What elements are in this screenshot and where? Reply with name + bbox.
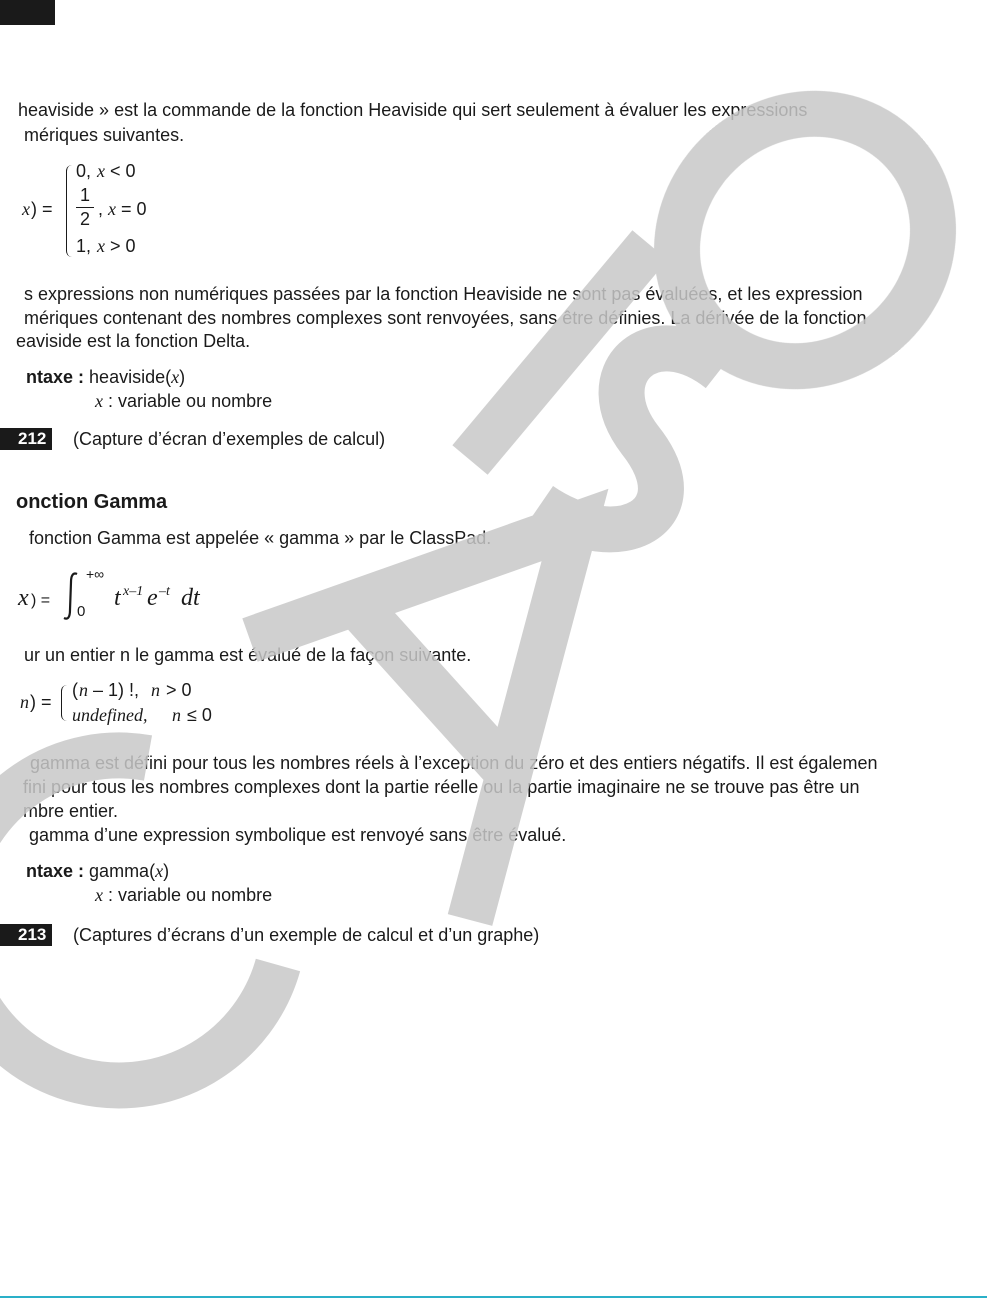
piecewise-case1-rest: – 1) !, <box>93 680 140 700</box>
syntax-var: x <box>171 367 180 387</box>
watermark-letter-s <box>540 348 720 529</box>
footer-rule <box>0 1296 987 1298</box>
syntax-var: x <box>155 861 164 881</box>
gamma-desc-line-1: gamma est défini pour tous les nombres réels à l’exception du zéro et des entiers négatifs. Il est égalemen <box>30 753 878 773</box>
gamma-intro: fonction Gamma est appelée « gamma » par le ClassPad. <box>29 528 492 548</box>
heaviside-syntax <box>26 367 185 388</box>
heaviside-desc-line-3: eaviside est la fonction Delta. <box>16 331 251 351</box>
integrand-base: t <box>114 585 121 611</box>
case3-var: x <box>97 236 105 256</box>
piecewise-case1-open: ( <box>72 680 78 700</box>
heaviside-intro-line-1: heaviside » est la commande de la fonction Heaviside qui sert seulement à évaluer les expressions <box>18 100 808 120</box>
syntax-command: gamma( <box>89 861 156 881</box>
case3-condition: > 0 <box>110 236 136 256</box>
param-var: x <box>95 391 103 411</box>
gamma-desc-line-3: mbre entier. <box>23 801 119 821</box>
case1-condition: < 0 <box>110 161 136 181</box>
piecewise-case1-var: n <box>79 680 88 700</box>
heaviside-desc-line-1: s expressions non numériques passées par la fonction Heaviside ne sont pas évaluées, et les expression <box>24 284 863 304</box>
gamma-desc-line-4: gamma d’une expression symbolique est renvoyé sans être évalué. <box>29 825 567 845</box>
formula-brace <box>66 165 73 257</box>
gamma-integer-intro: ur un entier n le gamma est évalué de la façon suivante. <box>24 645 472 665</box>
exp-base: e <box>147 585 158 611</box>
case2-fraction-bar <box>76 207 94 208</box>
example-badge-212: 212 <box>0 428 52 450</box>
heaviside-param <box>95 391 272 412</box>
integral-lower-bound: 0 <box>77 603 86 620</box>
watermark-letter-i <box>470 245 650 460</box>
case2-condition: = 0 <box>121 199 147 219</box>
case2-denominator: 2 <box>80 209 91 229</box>
example-badge-213: 213 <box>0 924 52 946</box>
syntax-label: ntaxe : <box>26 861 85 881</box>
gamma-desc-line-2: fini pour tous les nombres complexes dont la partie réelle ou la partie imaginaire ne se trouve pas être un <box>23 777 860 797</box>
gamma-heading: onction Gamma <box>16 491 168 513</box>
syntax-close: ) <box>163 861 170 881</box>
piecewise-brace <box>61 685 67 721</box>
case1-value: 0, <box>76 161 92 181</box>
case2-comma: , <box>98 199 104 219</box>
integral-lhs-var: x <box>18 585 29 611</box>
heaviside-intro-line-2: mériques suivantes. <box>24 125 185 145</box>
page-corner-tab <box>0 0 55 25</box>
param-var: x <box>95 885 103 905</box>
watermark-letter-a <box>250 525 575 920</box>
syntax-label: ntaxe : <box>26 367 85 387</box>
integral-upper-bound: +∞ <box>86 566 105 582</box>
syntax-command: heaviside( <box>89 367 172 387</box>
formula-lhs-var: x <box>22 199 30 219</box>
case2-numerator: 1 <box>80 185 91 205</box>
piecewise-case2-word: undefined, <box>72 705 148 725</box>
piecewise-case1-var2: n <box>151 680 160 700</box>
integrand-exponent: x–1 <box>123 584 144 599</box>
exp-exponent: –t <box>159 584 170 599</box>
syntax-close: ) <box>179 367 186 387</box>
param-desc: : variable ou nombre <box>108 391 273 411</box>
example-212-caption: (Capture d’écran d’exemples de calcul) <box>73 429 386 449</box>
case3-value: 1, <box>76 236 92 256</box>
example-213-caption: (Captures d’écrans d’un exemple de calcul et d’un graphe) <box>73 925 540 945</box>
piecewise-case2-var: n <box>172 705 181 725</box>
piecewise-lhs-var: n <box>20 692 29 712</box>
gamma-param <box>95 885 272 906</box>
integral-lhs-rest: ) = <box>31 592 51 609</box>
integral-differential: dt <box>181 585 200 611</box>
case1-var: x <box>97 161 105 181</box>
case2-var: x <box>108 199 116 219</box>
piecewise-case1-cond: > 0 <box>166 680 192 700</box>
heaviside-desc-line-2: mériques contenant des nombres complexes sont renvoyées, sans être définies. La dérivée de la fonction <box>24 308 867 328</box>
piecewise-lhs-rest: ) = <box>30 692 52 712</box>
formula-lhs-rest: ) = <box>31 199 53 219</box>
piecewise-case2-cond: ≤ 0 <box>187 705 212 725</box>
gamma-syntax <box>26 861 169 882</box>
param-desc: : variable ou nombre <box>108 885 273 905</box>
